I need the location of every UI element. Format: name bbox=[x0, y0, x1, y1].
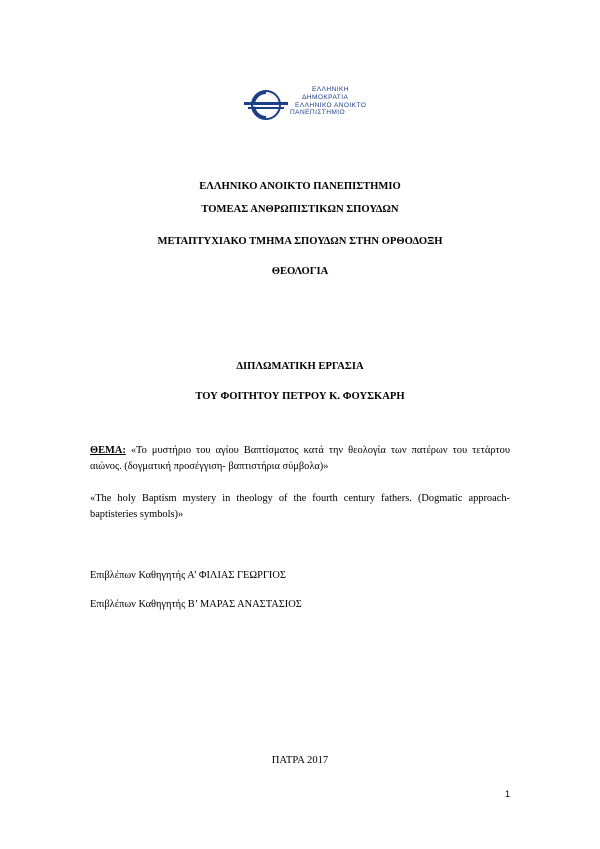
logo-line-3: ΕΛΛΗΝΙΚΟ ΑΝΟΙΚΤΟ bbox=[295, 101, 367, 109]
logo-text bbox=[290, 86, 366, 117]
student-name: ΤΟΥ ΦΟΙΤΗΤΟΥ ΠΕΤΡΟΥ Κ. ΦΟΥΣΚΑΡΗ bbox=[195, 391, 405, 402]
logo-line-1: ΕΛΛΗΝΙΚΗ bbox=[312, 86, 349, 93]
field-title: ΘΕΟΛΟΓΙΑ bbox=[271, 266, 329, 277]
subject-greek bbox=[90, 443, 510, 475]
place-date: ΠΑΤΡΑ 2017 bbox=[271, 755, 329, 766]
department-title: ΤΟΜΕΑΣ ΑΝΘΡΩΠΙΣΤΙΚΩΝ ΣΠΟΥΔΩΝ bbox=[201, 204, 399, 215]
logo-line-4: ΠΑΝΕΠΙΣΤΗΜΙΟ bbox=[290, 109, 346, 117]
thesis-type: ΔΙΠΛΩΜΑΤΙΚΗ ΕΡΓΑΣΙΑ bbox=[236, 361, 364, 372]
logo-line-2: ΔΗΜΟΚΡΑΤΙΑ bbox=[302, 93, 349, 101]
program-title: ΜΕΤΑΠΤΥΧΙΑΚΟ ΤΜΗΜΑ ΣΠΟΥΔΩΝ ΣΤΗΝ ΟΡΘΟΔΟΞΗ bbox=[157, 236, 443, 247]
supervisor-b: Επιβλέπων Καθηγητής Β’ ΜΑΡΑΣ ΑΝΑΣΤΑΣΙΟΣ bbox=[90, 599, 302, 610]
subject-english: «The holy Baptism mystery in theology of the fourth century fathers. (Dogmatic approach- baptisteries symbols)» bbox=[90, 493, 510, 520]
page-number: 1 bbox=[504, 789, 510, 799]
supervisor-a: Επιβλέπων Καθηγητής Α’ ΦΙΛΙΑΣ ΓΕΩΡΓΙΟΣ bbox=[90, 570, 286, 581]
subject-greek-text: «Το μυστήριο του αγίου Βαπτίσματος κατά την θεολογία των πατέρων του τετάρτου αιώνος. (δογματική προσέγγιση- βαπτιστήρια σύμβολα)» bbox=[90, 445, 510, 472]
university-title: ΕΛΛΗΝΙΚΟ ΑΝΟΙΚΤΟ ΠΑΝΕΠΙΣΤΗΜΙΟ bbox=[199, 181, 401, 192]
subject-label: ΘΕΜΑ: bbox=[90, 445, 126, 456]
